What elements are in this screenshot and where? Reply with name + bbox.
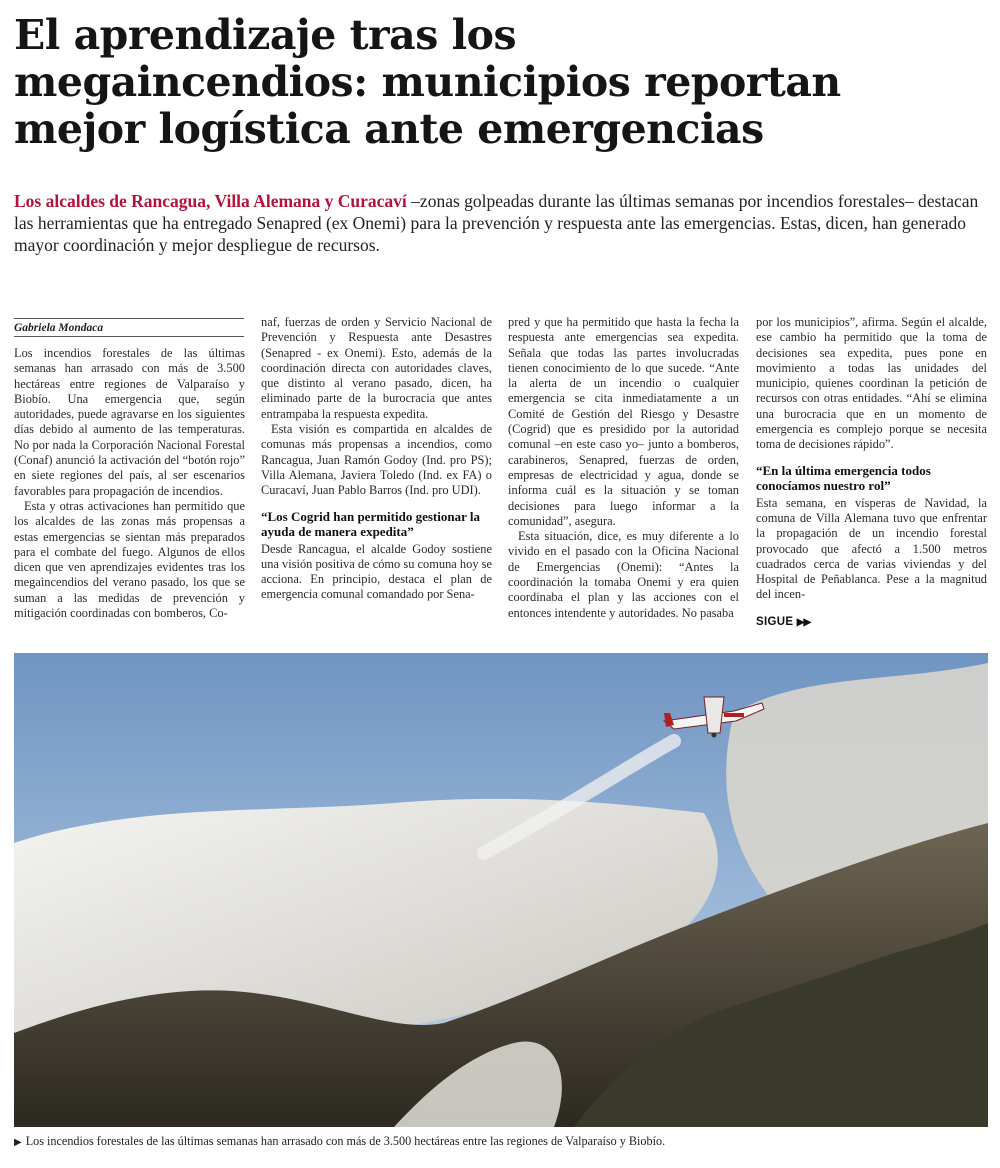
byline: Gabriela Mondaca <box>14 322 104 334</box>
headline-line: El aprendizaje tras los <box>14 11 517 59</box>
subheading: “Los Cogrid han permitido gestionar la ayuda de manera expedita” <box>261 508 480 539</box>
subheading: “En la última emergencia todos conocíamos nuestro rol” <box>756 462 931 493</box>
continue-arrow-icon: ▶▶ <box>796 616 811 628</box>
headline-line: megaincendios: municipios reportan <box>14 58 841 106</box>
byline-box <box>14 318 244 337</box>
wildfire-illustration <box>14 653 988 1127</box>
column-3 <box>508 315 739 621</box>
continue-link[interactable] <box>756 615 987 630</box>
continue-label: SIGUE <box>756 615 794 628</box>
paragraph: Esta semana, en vísperas de Navidad, la comuna de Villa Alemana tuvo que enfrentar la propagación de un incendio forestal provocado que afectó a 1.500 metros cuadrados cerca de varias viviendas y del Hospital de Peñablanca. Pese a la magnitud del incen- <box>756 495 987 602</box>
paragraph: Esta visión es compartida en alcaldes de comunas más propensas a incendios, como Rancagua, Juan Ramón Godoy (Ind. pro PS); Villa Alemana, Javiera Toledo (Ind. ex FA) o Curacaví, Juan Pablo Barros (Ind. pro UDI). <box>261 422 492 498</box>
column-2 <box>261 315 492 603</box>
paragraph: Desde Rancagua, el alcalde Godoy sostiene una visión positiva de cómo su comuna hoy se acciona. En principio, destaca el plan de emergencia comunal comandado por Sena- <box>261 541 492 602</box>
lede-text: –zonas golpeadas durante las últimas semanas por incendios forestales– destacan las herramientas que ha entregado Senapred (ex Onemi) para la prevención y respuesta ante las emergencias. Estas, dicen, han generado mayor coordinación y mejor despliegue de recursos. <box>14 191 979 255</box>
paragraph: naf, fuerzas de orden y Servicio Nacional de Prevención y Respuesta ante Desastres (Senapred - ex Onemi). Esto, además de la coordinación directa con autoridades claves, que distinto al verano pasado, dicen, ha eliminado parte de la burocracia que antes entrampaba la respuesta expedita. <box>261 315 492 421</box>
lede <box>14 190 986 256</box>
paragraph: pred y que ha permitido que hasta la fecha la respuesta ante emergencias sea expedita. Señala que todas las partes involucradas tienen conocimiento de lo que sucede. “Ante la alerta de un incendio o cualquier emergencia se cita inmediatamente a un Comité de Gestión del Riesgo y Desastre (Cogrid) que es presidido por la autoridad comunal –en este caso yo– junto a bomberos, carabineros, Senapred, fuerzas de orden, empresas de electricidad y agua, donde se informa cuál es la situación y se toman decisiones para luego informar a la comunidad”, asegura. <box>508 315 739 528</box>
headline <box>14 12 974 153</box>
wildfire-photo <box>14 653 988 1127</box>
paragraph: Los incendios forestales de las últimas semanas han arrasado con más de 3.500 hectáreas entre regiones de Valparaíso y Biobío. Una emergencia que, según autoridades, puede agravarse en los siguientes días debido al aumento de las temperaturas. No por nada la Corporación Nacional Forestal (Conaf) anunció la activación del “botón rojo” en siete regiones del país, al ser escenarios favorables para propagación de incendios. <box>14 346 245 498</box>
paragraph: Esta situación, dice, es muy diferente a lo vivido en el pasado con la Oficina Nacional de Emergencias (Onemi): “Antes la coordinación la tomaba Onemi y era quien coordinaba el plan y las acciones con el entonces intendente y autoridades. No pasaba <box>508 529 739 620</box>
lede-lead: Los alcaldes de Rancagua, Villa Alemana y Curacaví <box>14 191 407 211</box>
headline-line: mejor logística ante emergencias <box>14 105 764 153</box>
caption-arrow-icon: ▶ <box>14 1137 22 1148</box>
caption-text: Los incendios forestales de las últimas semanas han arrasado con más de 3.500 hectáreas entre las regiones de Valparaíso y Biobío. <box>25 1134 666 1148</box>
column-1 <box>14 346 245 621</box>
photo-caption <box>14 1134 988 1149</box>
column-4 <box>756 315 987 630</box>
paragraph: por los municipios”, afirma. Según el alcalde, ese cambio ha permitido que la toma de decisiones sea expedita, pues pone en movimiento a todas las unidades del municipio, quienes coordinan la petición de recursos con otras entidades. “Ahí se elimina una burocracia que en un momento de emergencia es complejo porque se necesita toma de decisiones rápido”. <box>756 315 987 452</box>
paragraph: Esta y otras activaciones han permitido que los alcaldes de las zonas más propensas a estas emergencias se sientan más preparados para el combate del fuego. Algunos de ellos dicen que ven aprendizajes evidentes tras los megaincendios del verano pasado, los que se suman a las medidas de prevención y mitigación coordinadas con bomberos, Co- <box>14 498 245 621</box>
